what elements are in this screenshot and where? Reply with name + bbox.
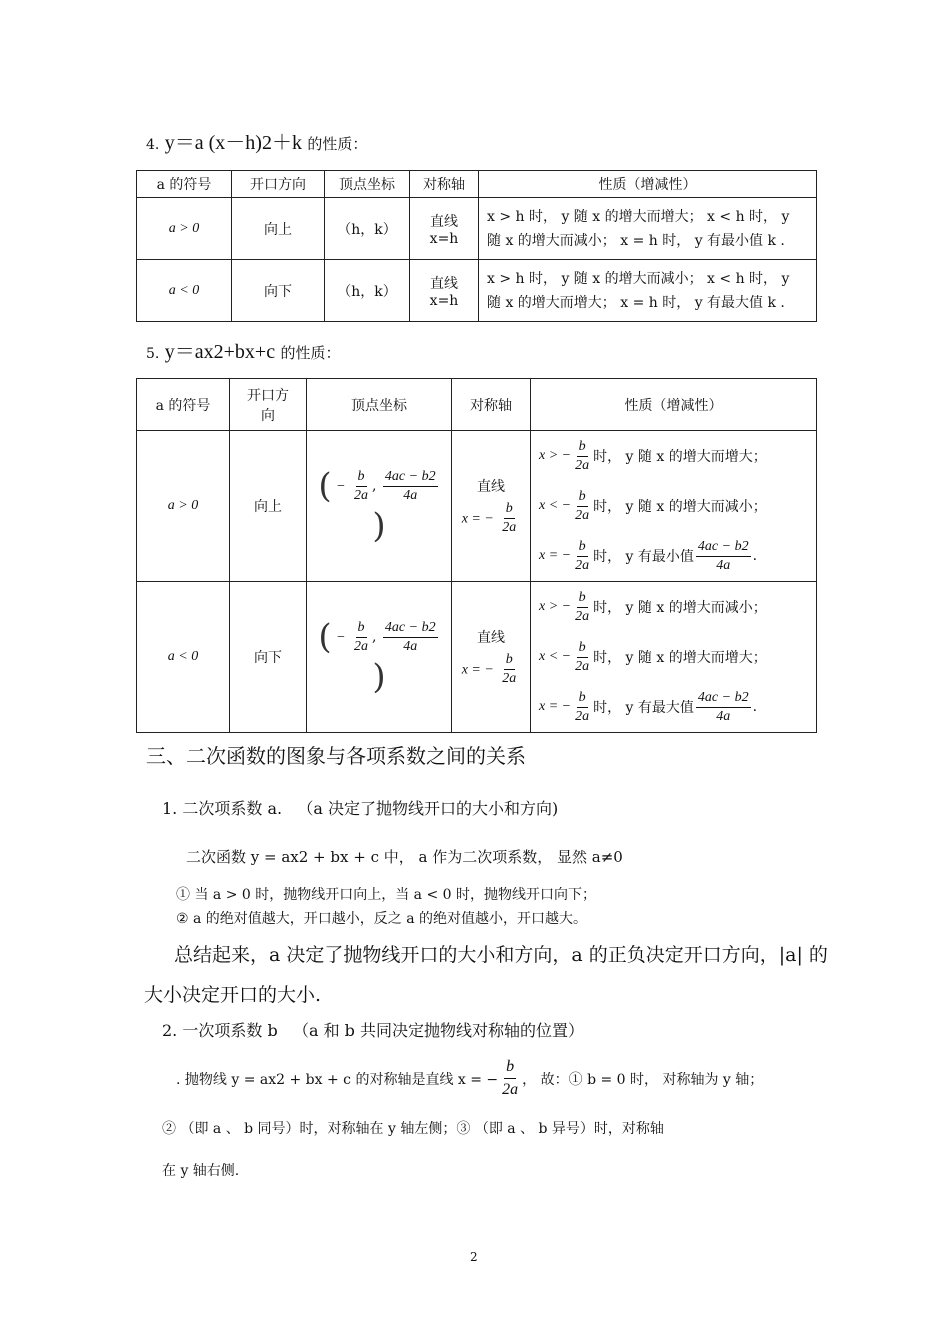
header-sign: a 的符号	[137, 379, 230, 431]
table-row	[137, 198, 817, 260]
section-4-heading	[146, 126, 367, 155]
axis-fraction: $\frac{b}{2a}$	[502, 651, 517, 686]
axis-fraction: $\frac{b}{2a}$	[502, 500, 517, 535]
header-axis: 对称轴	[452, 379, 531, 431]
header-direction-line1: 开口方	[247, 387, 289, 404]
item-1-note: （a 决定了抛物线开口的大小和方向)	[297, 799, 559, 818]
property-cell	[531, 431, 817, 582]
header-sign: a 的符号	[137, 171, 232, 198]
property-line: x < − $\frac{b}{2a}$ 时， y 随 x 的增大而减小；	[539, 488, 767, 523]
axis-equation: x = −	[461, 662, 494, 677]
table-row	[137, 431, 817, 582]
sign-cell: a < 0	[137, 260, 232, 322]
property-line: x < − $\frac{b}{2a}$ 时， y 随 x 的增大而增大；	[539, 639, 767, 674]
item-2-note: （a 和 b 共同决定抛物线对称轴的位置）	[292, 1021, 584, 1040]
properties-table-general-form	[136, 378, 817, 733]
vertex-cell: ( − $\frac{b}{2a}$ , $\frac{4ac - b2}{4a}$ )	[307, 582, 452, 733]
direction-cell: 向上	[230, 431, 307, 582]
item-1-heading-row	[162, 796, 558, 819]
section-4-formula: y＝a (x－h)2＋k	[164, 132, 302, 154]
section-5-number: 5.	[146, 346, 160, 362]
header-direction	[230, 379, 307, 431]
axis-cell	[410, 198, 479, 260]
section-4-number: 4.	[146, 137, 160, 153]
axis-label: 直线	[477, 478, 505, 495]
table-row	[137, 260, 817, 322]
axis-label: 直线	[477, 629, 505, 646]
page-number: 2	[470, 1250, 478, 1264]
axis-cell	[452, 431, 531, 582]
header-vertex: 顶点坐标	[307, 379, 452, 431]
vertex-x-fraction: $\frac{b}{2a}$	[354, 619, 369, 654]
item-1-description: 二次函数 y = ax2 + bx + c 中， a 作为二次项系数， 显然 a≠0	[186, 848, 623, 866]
property-cell	[479, 198, 817, 260]
direction-cell: 向上	[232, 198, 325, 260]
sign-cell: a > 0	[137, 431, 230, 582]
properties-table-vertex-form	[136, 170, 817, 322]
item-2-heading: 2. 一次项系数 b	[162, 1021, 278, 1040]
vertex-cell: （h，k）	[325, 260, 410, 322]
item-1-heading: 1. 二次项系数 a.	[162, 799, 283, 818]
vertex-y-fraction: $\frac{4ac - b2}{4a}$	[384, 468, 436, 503]
property-line: 随 x 的增大而增大； x = h 时， y 有最大值 k .	[487, 294, 785, 311]
vertex-cell: （h，k）	[325, 198, 410, 260]
table-row	[137, 582, 817, 733]
axis-equation: x=h	[429, 292, 459, 309]
item-1-point-2: ② a 的绝对值越大，开口越小，反之 a 的绝对值越小，开口越大。	[176, 911, 588, 927]
summary-line-1: 总结起来，a 决定了抛物线开口的大小和方向，a 的正负决定开口方向，|a| 的	[174, 944, 828, 966]
summary-line-2: 大小决定开口的大小.	[144, 984, 322, 1006]
item-1-point-1: ① 当 a > 0 时，抛物线开口向上，当 a < 0 时，抛物线开口向下；	[176, 887, 597, 903]
axis-label: 直线	[430, 275, 458, 292]
direction-cell: 向下	[230, 582, 307, 733]
vertex-y-fraction: $\frac{4ac - b2}{4a}$	[384, 619, 436, 654]
property-line: x = − $\frac{b}{2a}$ 时， y 有最小值 $\frac{4ac - b2}{4a}$ .	[539, 538, 758, 573]
property-cell	[531, 582, 817, 733]
header-axis: 对称轴	[410, 171, 479, 198]
item-2-description	[176, 1056, 763, 1101]
property-line: x > h 时， y 随 x 的增大而减小； x < h 时， y	[487, 270, 790, 287]
section-5-heading	[146, 335, 341, 364]
item-2-desc-post: ， 故：① b = 0 时， 对称轴为 y 轴；	[522, 1071, 764, 1088]
property-cell	[479, 260, 817, 322]
sign-cell: a > 0	[137, 198, 232, 260]
sign-cell: a < 0	[137, 582, 230, 733]
header-vertex: 顶点坐标	[325, 171, 410, 198]
axis-label: 直线	[430, 213, 458, 230]
direction-cell: 向下	[232, 260, 325, 322]
property-line: x > − $\frac{b}{2a}$ 时， y 随 x 的增大而减小；	[539, 589, 767, 624]
vertex-cell: ( − $\frac{b}{2a}$ , $\frac{4ac - b2}{4a}$ )	[307, 431, 452, 582]
axis-cell	[452, 582, 531, 733]
axis-equation: x = −	[461, 511, 494, 526]
header-direction-line2: 向	[261, 407, 275, 424]
header-property: 性质（增减性）	[531, 379, 817, 431]
section-5-suffix: 的性质：	[280, 344, 341, 362]
property-line: x > h 时， y 随 x 的增大而增大； x < h 时， y	[487, 208, 790, 225]
section-3-title: 三、二次函数的图象与各项系数之间的关系	[146, 744, 526, 768]
item-2-point-2: ② （即 a 、 b 同号）时，对称轴在 y 轴左侧；③ （即 a 、 b 异号）时，对称轴	[162, 1121, 664, 1137]
axis-fraction: $\frac{b}{2a}$	[502, 1058, 519, 1098]
section-5-formula: y＝ax2+bx+c	[164, 341, 276, 363]
item-2-point-3: 在 y 轴右侧.	[162, 1163, 240, 1179]
property-line: x = − $\frac{b}{2a}$ 时， y 有最大值 $\frac{4ac - b2}{4a}$ .	[539, 689, 758, 724]
header-property: 性质（增减性）	[479, 171, 817, 198]
item-2-heading-row	[162, 1018, 584, 1041]
header-direction: 开口方向	[232, 171, 325, 198]
vertex-x-fraction: $\frac{b}{2a}$	[354, 468, 369, 503]
item-2-desc-pre: . 抛物线 y = ax2 + bx + c 的对称轴是直线 x = −	[176, 1071, 499, 1088]
axis-cell	[410, 260, 479, 322]
axis-equation: x=h	[429, 230, 459, 247]
property-line: 随 x 的增大而减小； x = h 时， y 有最小值 k .	[487, 232, 785, 249]
property-line: x > − $\frac{b}{2a}$ 时， y 随 x 的增大而增大；	[539, 438, 767, 473]
section-4-suffix: 的性质：	[307, 135, 368, 153]
